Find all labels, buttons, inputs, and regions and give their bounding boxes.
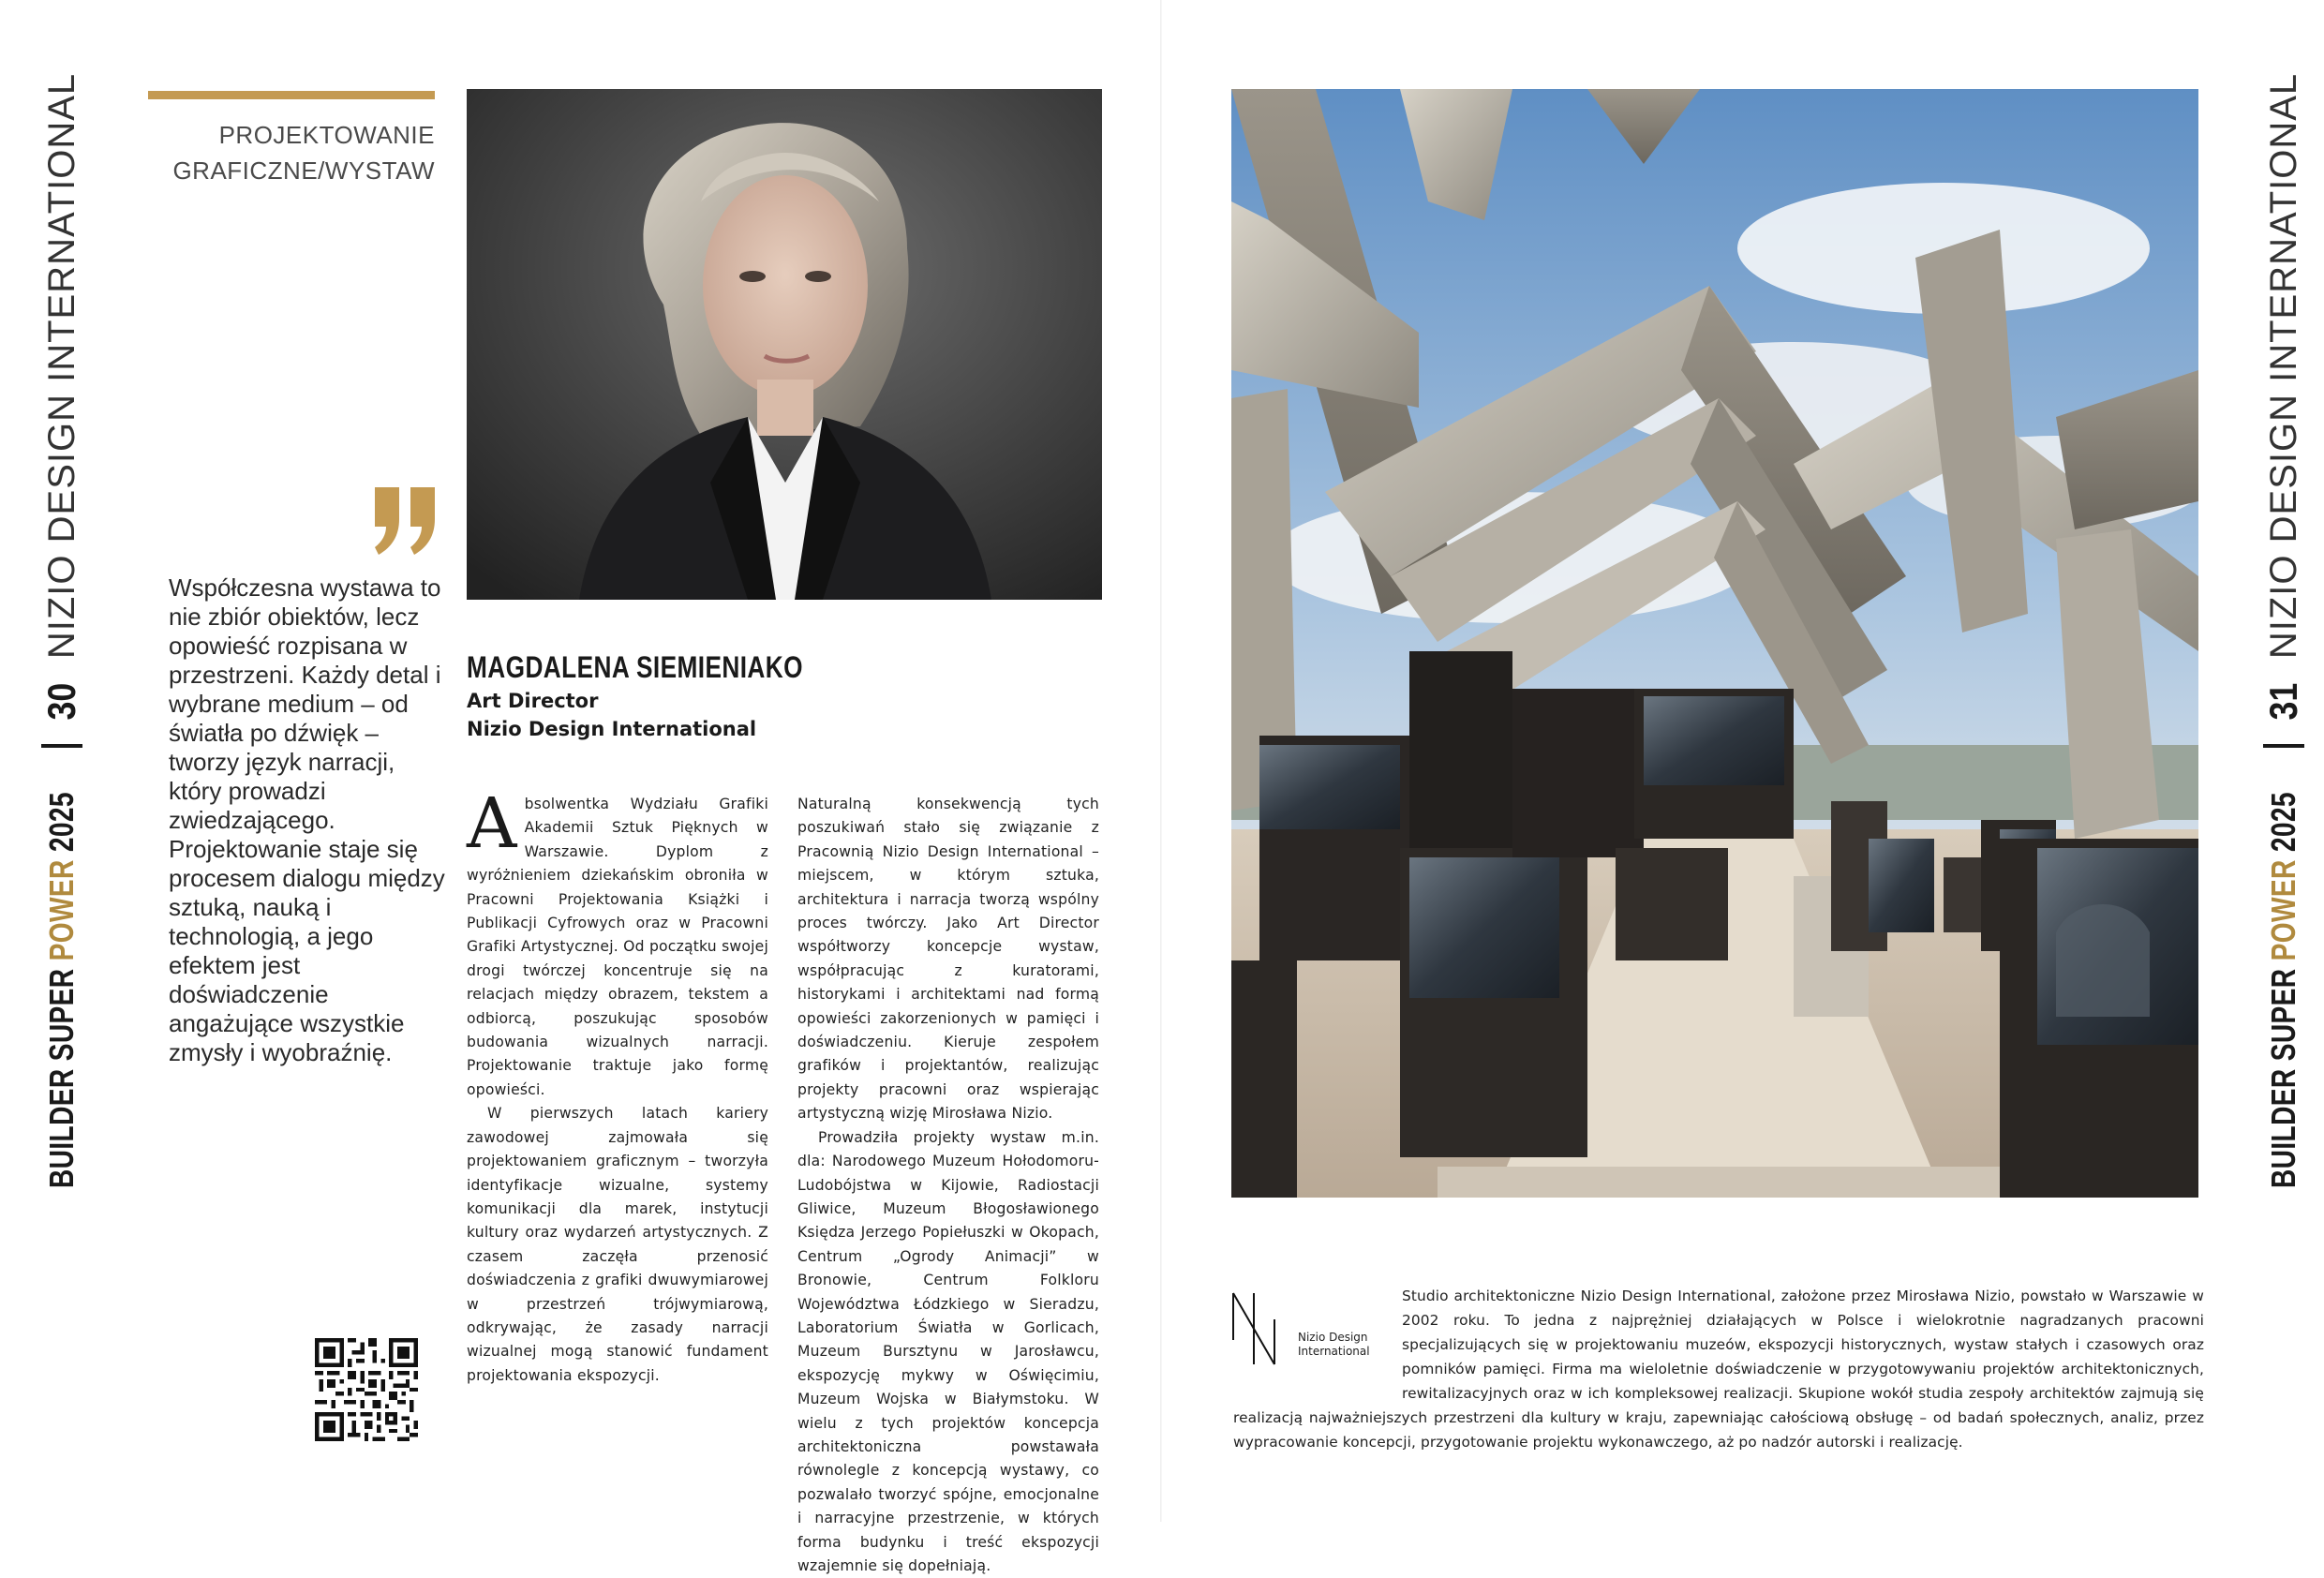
article-column-2 bbox=[797, 793, 1099, 1578]
person-name: MAGDALENA SIEMIENIAKO bbox=[467, 650, 803, 684]
exhibition-photo bbox=[1231, 89, 2198, 1198]
person-role-block bbox=[467, 687, 756, 743]
pull-quote: Współczesna wystawa to nie zbiór obiektów, lecz opowieść rozpisana w przestrzeni. Każdy detal i wybrane medium – od światła po dźwięk – tworzy język narracji, który prowadzi zwiedzającego. Projektowanie staje się procesem dialogu między sztuką, nauką i technologią, a jego efektem jest doświadczenie angażujące wszystkie zmysły i wyobraźnię. bbox=[169, 573, 445, 1066]
article-paragraph: Absolwentka Wydziału Grafiki Akademii Sztuk Pięknych w Warszawie. Dyplom z wyróżnieniem dziekańskim obroniła w Pracowni Projektowania Książki i Publikacji Cyfrowych oraz w Pracowni Grafiki Artystycznej. Od początku swojej drogi twórczej koncentruje się na relacjach między obrazem, tekstem a odbiorcą, poszukując sposobów budowania wizualnych narracji. Projektowanie traktuje jako formę opowieści. bbox=[467, 783, 768, 1098]
divider bbox=[41, 744, 82, 748]
logo-line: Nizio Design bbox=[1298, 1331, 1368, 1344]
article-paragraph: W pierwszych latach kariery zawodowej zajmowała się projektowaniem graficznym – tworzyła identyfikacje wizualne, systemy komunikacji dla marek, instytucji kultury oraz wydarzeń artystycznych. Z czasem zaczęła przenosić doświadczenia z grafiki dwuwymiarowej w przestrzeń trójwymiarową, odkrywając, że zasady narracji wizualnej mogą stanowić fundament projektowania ekspozycji. bbox=[467, 1105, 768, 1384]
section-category bbox=[141, 117, 435, 188]
person-role: Art Director bbox=[467, 690, 599, 712]
magazine-brand: BUILDER SUPER POWER 2025 bbox=[2264, 792, 2302, 1188]
person-company: Nizio Design International bbox=[467, 718, 757, 740]
running-head-right bbox=[2261, 73, 2306, 1188]
drop-cap: A bbox=[467, 783, 517, 864]
quote-mark-icon bbox=[373, 487, 439, 555]
divider bbox=[2263, 744, 2304, 748]
qr-code[interactable] bbox=[315, 1338, 418, 1441]
logo-spacer bbox=[1233, 1284, 1402, 1387]
page-number: 31 bbox=[2261, 682, 2305, 721]
category-line: PROJEKTOWANIE bbox=[218, 121, 435, 149]
article-column-1 bbox=[467, 783, 768, 1388]
studio-name: NIZIO DESIGN INTERNATIONAL bbox=[40, 72, 82, 660]
page-number: 30 bbox=[39, 682, 83, 721]
studio-name: NIZIO DESIGN INTERNATIONAL bbox=[2262, 72, 2304, 660]
gold-rule bbox=[148, 91, 435, 99]
left-page bbox=[0, 0, 1162, 1574]
running-head-left bbox=[39, 73, 84, 1188]
portrait-photo bbox=[467, 89, 1102, 600]
article-paragraph: Naturalną konsekwencją tych poszukiwań stało się związanie z Pracownią Nizio Design International – miejscem, w którym sztuka, architektura i narracja tworzą wspólny proces twórczy. Jako Art Director współtworzy koncepcje wystaw, współpracując z kuratorami, historykami i architektami nad formą opowieści zakorzenionych w pamięci i doświadczeniu. Kieruje zespołem grafików i projektantów, realizując projekty pracowni oraz wspierając artystyczną wizję Mirosława Nizio. bbox=[797, 796, 1099, 1123]
logo-line: International bbox=[1298, 1345, 1370, 1358]
category-line: GRAFICZNE/WYSTAW bbox=[172, 156, 435, 185]
magazine-brand: BUILDER SUPER POWER 2025 bbox=[42, 792, 81, 1188]
studio-description: Studio architektoniczne Nizio Design International, założone przez Mirosława Nizio, powstało w Warszawie w 2002 roku. To jedna z najprężniej działających w Polsce i wielokrotnie nagradzanych pracowni specjalizujących się w projektowaniu muzeów, ekspozycji historycznych, wystaw stałych i czasowych oraz pomników pamięci. Firma ma wieloletnie doświadczenie w przygotowywaniu projektów architektonicznych, rewitalizacyjnych oraz w ich kompleksowej realizacji. Skupione wokół studia zespoły architektów zajmują się realizacją najważniejszych przestrzeni dla kultury w kraju, zapewniając całościową obsługę – od badań społecznych, analiz, przez wypracowanie koncepcji, przygotowanie projektu wykonawczego, aż po nadzór autorski i realizację. bbox=[1233, 1284, 2204, 1454]
article-paragraph: Prowadziła projekty wystaw m.in. dla: Narodowego Muzeum Hołodomoru-Ludobójstwa w Kijowie, Radiostacji Gliwice, Muzeum Błogosławionego Księdza Jerzego Popiełuszki w Okopach, Centrum „Ogrody Animacji” w Bronowie, Centrum Folkloru Województwa Łódzkiego w Sieradzu, Laboratorium Światła w Gorlicach, Muzeum Bursztynu w Jarosławcu, ekspozycję mykwy w Oświęcimiu, Muzeum Wojska w Białymstoku. W wielu z tych projektów koncepcja architektoniczna powstawała równolegle z koncepcją wystawy, co pozwalało tworzyć spójne, emocjonalne i narracyjne przestrzenie, w których forma budynku i treść ekspozycji wzajemnie się dopełniają. bbox=[797, 1128, 1099, 1574]
